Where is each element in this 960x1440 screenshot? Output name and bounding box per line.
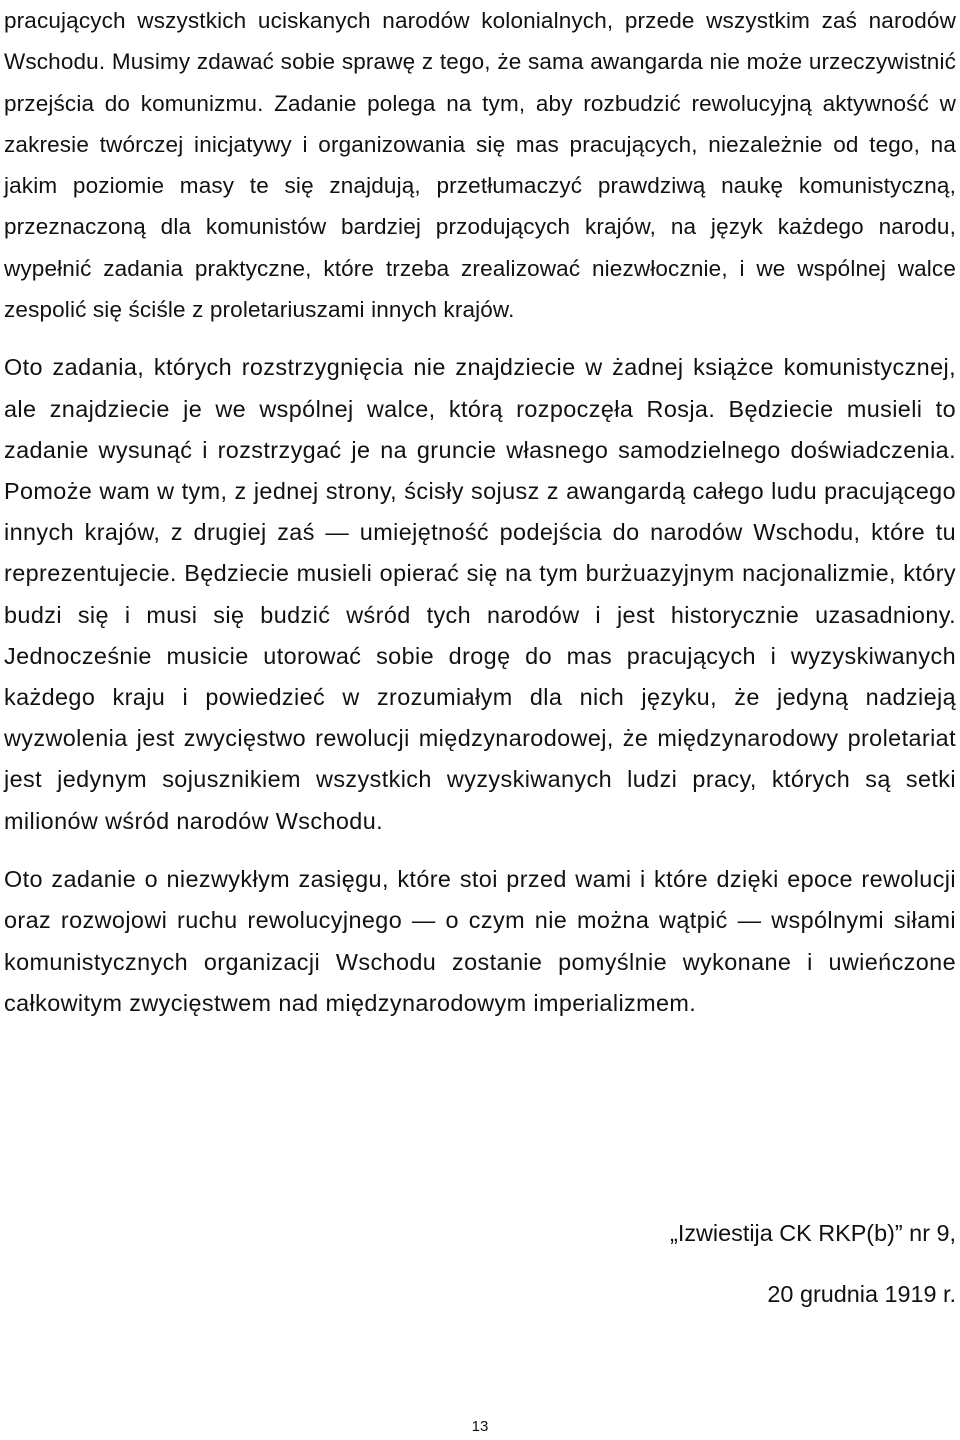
source-date: 20 grudnia 1919 r. — [767, 1281, 956, 1307]
paragraph-2: Oto zadania, których rozstrzygnięcia nie znajdziecie w żadnej książce komunistycznej, ale znajdziecie je we wspólnej walce, którą rozpoczęła Rosja. Będziecie musieli to zadanie wysunąć i rozstrzygać je na gruncie własnego samodzielnego doświadczenia. Pomoże wam w tym, z jednej strony, ścisły sojusz z awangardą całego ludu pracującego innych krajów, z drugiej zaś — umiejętność podejścia do narodów Wschodu, które tu reprezentujecie. Będziecie musieli opierać się na tym burżuazyjnym nacjonalizmie, który budzi się i musi się budzić wśród tych narodów i jest historycznie uzasadniony. Jednocześnie musicie utorować sobie drogę do mas pracujących i wyzyskiwanych każdego kraju i powiedzieć w zrozumiałym dla nich języku, że jedyną nadzieją wyzwolenia jest zwycięstwo rewolucji międzynarodowej, że międzynarodowy proletariat jest jedynym sojusznikiem wszystkich wyzyskiwanych ludzi pracy, których są setki milionów wśród narodów Wschodu. — [4, 354, 956, 834]
page-number: 13 — [471, 1418, 489, 1435]
paragraph-3: Oto zadanie o niezwykłym zasięgu, które stoi przed wami i które dzięki epoce rewolucji oraz rozwojowi ruchu rewolucyjnego — o czym nie można wątpić — wspólnymi siłami komunistycznych organizacji Wschodu zostanie pomyślnie wykonane i uwieńczone całkowitym zwycięstwem nad międzynarodowym imperializmem. — [4, 865, 956, 1017]
paragraph-1: pracujących wszystkich uciskanych narodów kolonialnych, przede wszystkim zaś narodów Wschodu. Musimy zdawać sobie sprawę z tego, że sama awangarda nie może urzeczywistnić przejścia do komunizmu. Zadanie polega na tym, aby rozbudzić rewolucyjną aktywność w zakresie twórczej inicjatywy i organizowania się mas pracujących, niezależnie od tego, na jakim poziomie masy te się znajdują, przetłumaczyć prawdziwą naukę komunistyczną, przeznaczoną dla komunistów bardziej przodujących krajów, na język każdego narodu, wypełnić zadania praktyczne, które trzeba zrealizować niezwłocznie, i we wspólnej walce zespolić się ściśle z proletariuszami innych krajów. — [4, 8, 956, 323]
document-body — [4, 0, 956, 1024]
source-citation: „Izwiestija CK RKP(b)” nr 9, — [670, 1220, 956, 1246]
